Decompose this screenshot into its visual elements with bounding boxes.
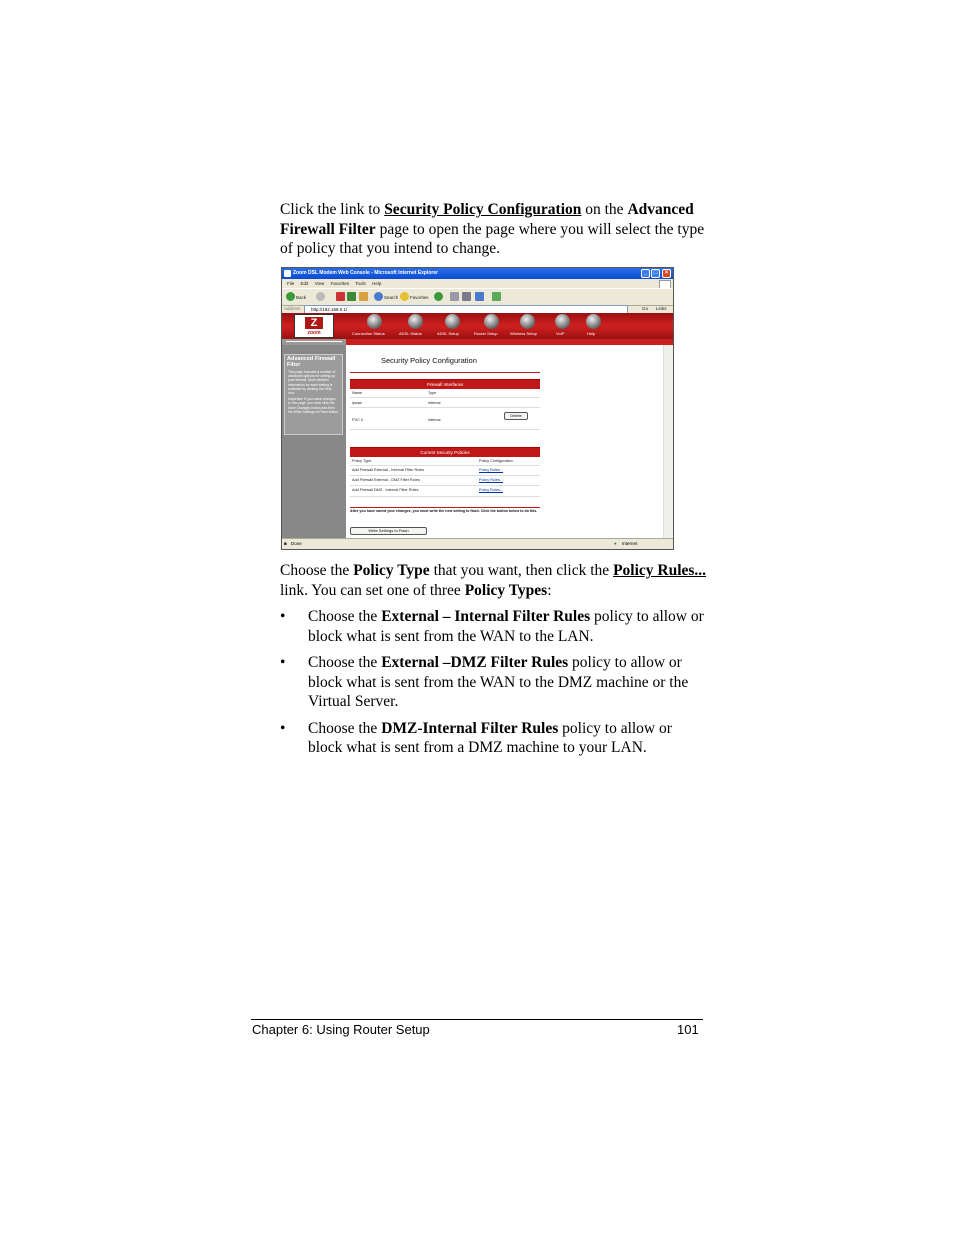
choose-paragraph <box>280 561 710 600</box>
sidebar-text: This page includes a number of advanced options for setting up your firewall. More detailed information for each setting is available by clicking the Help icon. <box>288 370 336 396</box>
intro-text: on the <box>581 201 628 218</box>
policy-type-term: Policy Type <box>353 562 430 579</box>
title-rule <box>350 372 540 373</box>
page-number: 101 <box>677 1022 699 1037</box>
search-label: Search <box>384 295 399 300</box>
note-rule <box>350 507 540 508</box>
policy-rules-link: Policy Rules... <box>479 488 504 492</box>
row-separator <box>350 397 540 398</box>
status-done: Done <box>291 541 302 546</box>
status-bar <box>282 538 673 549</box>
row-separator <box>350 465 540 466</box>
list-item <box>280 607 710 646</box>
links-label: Links <box>656 306 667 311</box>
policy-types-term: Policy Types <box>464 581 548 599</box>
sidebar <box>282 345 346 538</box>
nav-connection-status: Connection Status <box>352 331 385 336</box>
menu-edit: Edit <box>300 281 309 286</box>
choose-text: that you want, then click the <box>429 562 614 579</box>
bullet-icon: • <box>280 719 286 737</box>
bullet-text: Choose the <box>308 654 382 671</box>
zoom-logo-text: zoom <box>307 330 321 336</box>
address-bar <box>282 304 673 313</box>
close-icon: × <box>662 269 671 278</box>
interface-type: internal <box>428 401 441 405</box>
router-banner <box>282 313 673 339</box>
firewall-interfaces-header: Firewall Interfaces <box>350 379 540 389</box>
ie-icon <box>284 270 291 277</box>
sidebar-title: Advanced Firewall Filter <box>287 356 336 368</box>
internet-zone-icon: ● <box>614 541 617 546</box>
nav-adsl-setup: ADSL Setup <box>437 331 459 336</box>
intro-text: Click the link to <box>280 201 385 218</box>
bullet-icon: • <box>280 654 286 671</box>
flash-note: After you have saved your changes, you must write the new setting to flash. Click the button below to do this. <box>350 509 538 513</box>
zoom-logo-mark: Z <box>305 317 323 329</box>
col-type: Type <box>428 391 437 395</box>
connection-status-icon <box>367 314 382 329</box>
interface-name: PVC 0 <box>352 418 363 422</box>
intro-paragraph <box>280 200 710 259</box>
col-policy-type: Policy Type <box>352 459 372 463</box>
policy-type-cell: Add Firewall External - DMZ Filter Rules <box>352 478 420 482</box>
write-settings-button: Write Settings to Flash <box>350 527 427 535</box>
maximize-icon: □ <box>651 269 660 278</box>
status-zone: Internet <box>622 541 638 546</box>
interface-type: internal <box>428 418 441 422</box>
policy-type-list <box>280 607 710 765</box>
policy-type-cell: Add Firewall DMZ - Internal Filter Rules <box>352 488 419 492</box>
menu-file: File <box>287 281 295 286</box>
bullet-text: Choose the <box>308 719 382 737</box>
adsl-status-icon <box>408 314 423 329</box>
sidebar-help-panel <box>284 354 343 435</box>
edit-icon <box>475 292 484 301</box>
voip-icon <box>555 314 570 329</box>
search-icon <box>374 292 383 301</box>
back-label: Back <box>296 295 307 300</box>
messenger-icon <box>492 292 501 301</box>
bullet-bold: External –DMZ Filter Rules <box>381 654 569 671</box>
choose-text: link. You can set one of three <box>280 581 465 599</box>
footer-rule <box>251 1019 703 1020</box>
row-separator <box>350 429 540 430</box>
page-content <box>282 345 673 538</box>
nav-voip: VoIP <box>556 331 565 336</box>
refresh-icon <box>347 292 356 301</box>
back-icon <box>286 292 295 301</box>
stop-icon <box>336 292 345 301</box>
window-titlebar <box>282 268 673 279</box>
mail-icon <box>450 292 459 301</box>
security-policy-link-text: Security Policy Configuration <box>384 201 582 218</box>
nav-help: Help <box>587 331 596 336</box>
bullet-text: policy to allow or block what is sent from a DMZ machine to your LAN. <box>308 719 672 756</box>
address-value: http://192.168.0.1/ <box>311 307 348 312</box>
policy-rules-link: Policy Rules... <box>479 478 504 482</box>
bullet-text: policy to allow or block what is sent from the WAN to the LAN. <box>308 608 704 645</box>
home-icon <box>359 292 368 301</box>
row-separator <box>350 475 540 476</box>
router-setup-icon <box>484 314 499 329</box>
adsl-setup-icon <box>445 314 460 329</box>
footer-chapter: Chapter 6: Using Router Setup <box>252 1022 430 1037</box>
favorites-icon <box>400 292 409 301</box>
col-policy-config: Policy Configuration <box>479 459 513 463</box>
list-item <box>280 653 710 712</box>
bullet-icon: • <box>280 608 286 625</box>
history-icon <box>434 292 443 301</box>
minimize-icon: _ <box>641 269 650 278</box>
bullet-text: policy to allow or block what is sent from the WAN to the DMZ machine or the Virtual Server. <box>308 654 689 710</box>
bullet-bold: DMZ-Internal Filter Rules <box>381 719 559 737</box>
print-icon <box>462 292 471 301</box>
nav-router-setup: Router Setup <box>474 331 498 336</box>
policy-rules-link: Policy Rules... <box>479 468 504 472</box>
forward-icon <box>316 292 325 301</box>
bullet-text: Choose the <box>308 608 382 625</box>
col-name: Name <box>352 391 363 395</box>
choose-text: Choose the <box>280 562 354 579</box>
intro-text: page to open the page where you will select the type of policy that you intend to change. <box>280 220 705 257</box>
nav-wireless-setup: Wireless Setup <box>510 331 537 336</box>
go-button: Go <box>642 306 649 311</box>
zoom-logo <box>294 314 334 338</box>
row-separator <box>350 485 540 486</box>
row-separator <box>350 407 540 408</box>
menu-view: View <box>314 281 325 286</box>
scrollbar <box>663 345 673 538</box>
list-item <box>280 719 710 758</box>
current-policies-header: Current Security Policies <box>350 447 540 457</box>
menu-help: Help <box>372 281 382 286</box>
policy-type-cell: Add Firewall External - Internal Filter Rules <box>352 468 425 472</box>
row-separator <box>350 496 540 497</box>
menu-tools: Tools <box>355 281 366 286</box>
done-icon: ◙ <box>284 541 287 546</box>
arrow-line <box>286 341 342 342</box>
delete-button: Delete <box>504 412 528 420</box>
address-label: Address <box>284 306 301 311</box>
interface-name: ipwan <box>352 401 362 405</box>
window-title: Zoom DSL Modem Web Console - Microsoft Internet Explorer <box>293 270 439 276</box>
wireless-setup-icon <box>520 314 535 329</box>
bullet-bold: External – Internal Filter Rules <box>381 608 591 625</box>
page-title: Security Policy Configuration <box>381 356 477 365</box>
sidebar-important: Important: If you make changes to this page, you must click the Save Changes button and then the Write Settings to Flash button. <box>288 397 340 414</box>
policy-rules-link-text: Policy Rules... <box>613 562 707 579</box>
choose-text: : <box>547 581 552 599</box>
help-icon <box>586 314 601 329</box>
menu-favorites: Favorites <box>330 281 350 286</box>
intro-bold-term: Advanced Firewall Filter <box>280 201 694 238</box>
nav-adsl-status: ADSL Status <box>399 331 422 336</box>
menu-bar <box>282 279 673 288</box>
browser-screenshot <box>281 267 674 550</box>
favorites-label: Favorites <box>410 295 429 300</box>
